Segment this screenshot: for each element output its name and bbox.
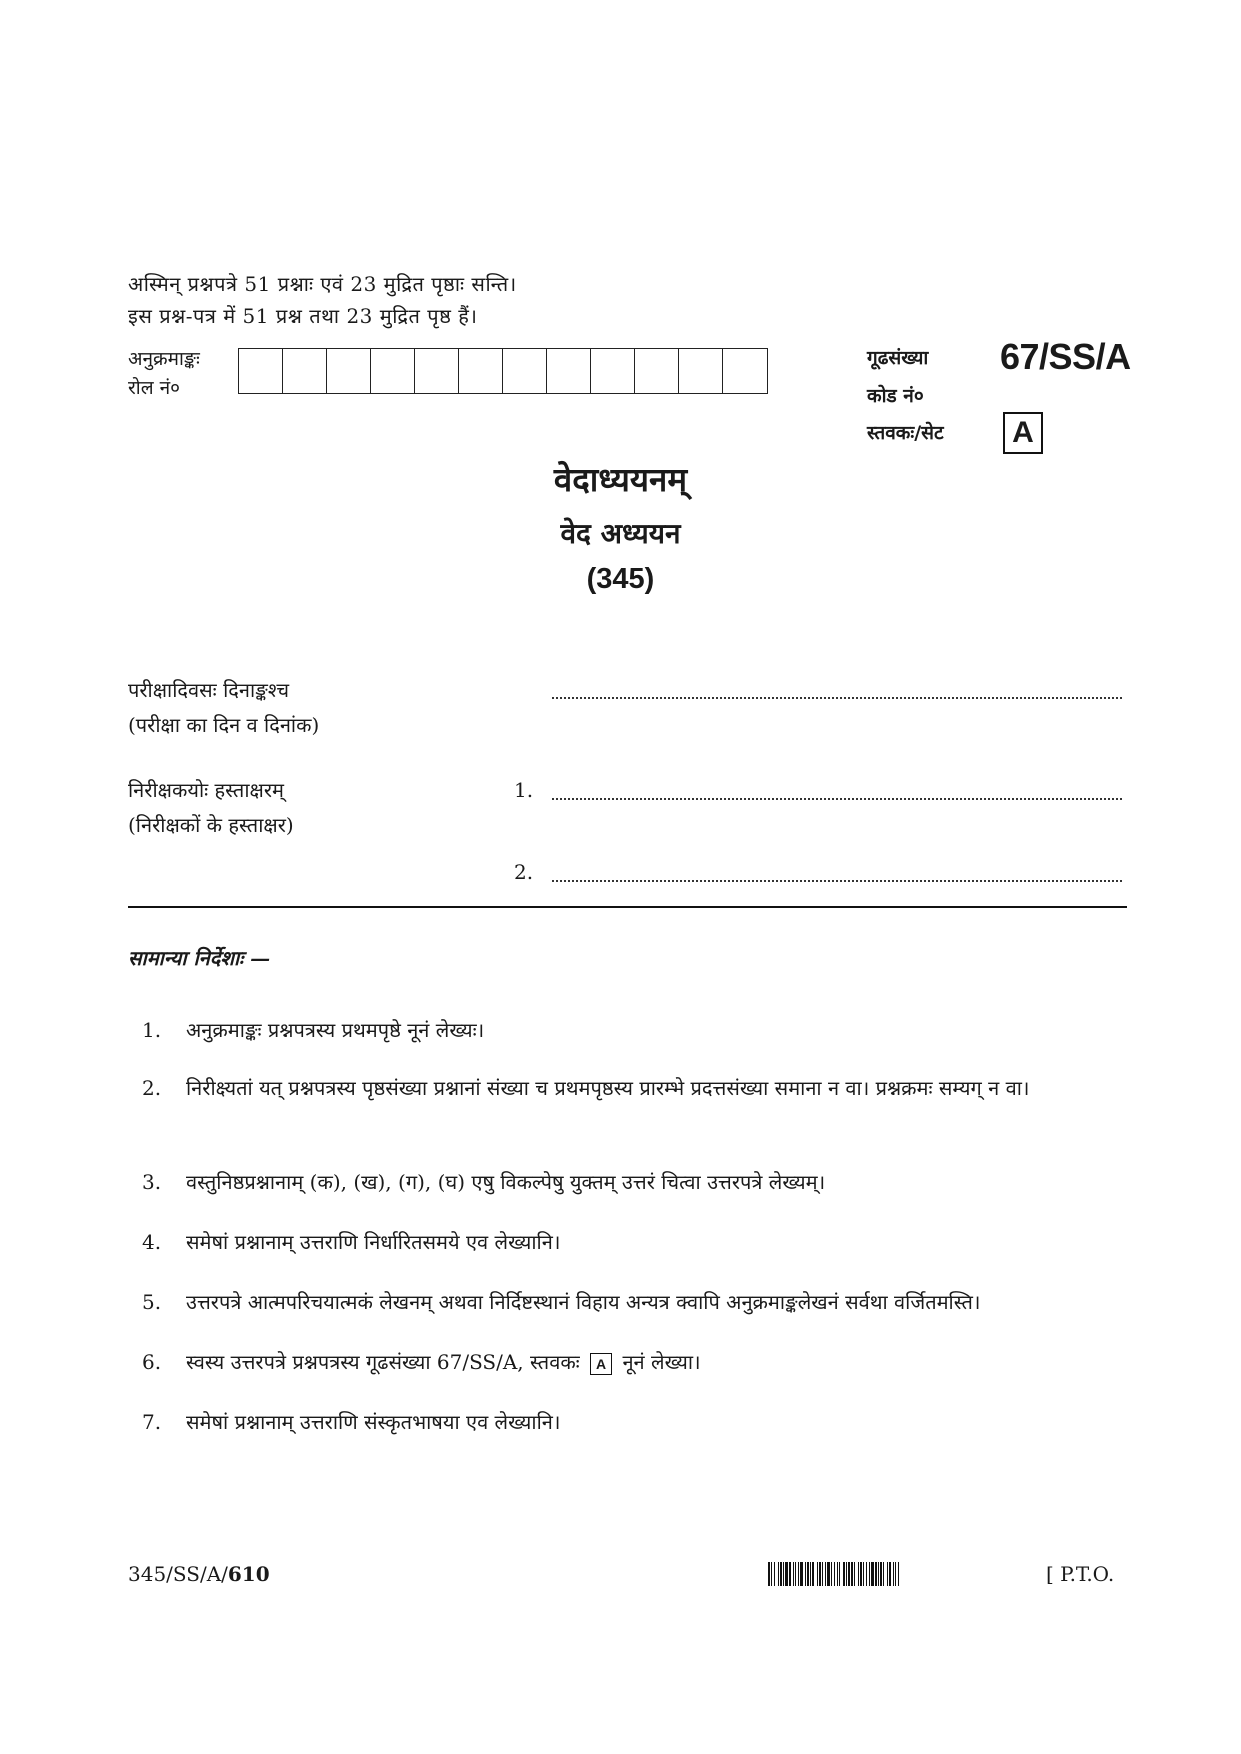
barcode-bar [851,1562,853,1586]
barcode-bar [839,1562,840,1586]
roll-digit-box[interactable] [415,349,459,393]
roll-digit-box[interactable] [635,349,679,393]
roll-digit-box[interactable] [679,349,723,393]
barcode-bar [860,1562,862,1586]
barcode-bar [827,1562,830,1586]
instruction-item [142,1012,1122,1048]
roll-number-boxes[interactable] [238,348,768,394]
barcode-bar [875,1562,877,1586]
barcode-bar [834,1562,835,1586]
barcode-bar [837,1562,838,1586]
barcode-bar [848,1562,850,1586]
invigilator-label-sanskrit: निरीक्षकयोः हस्ताक्षरम् [128,778,284,802]
barcode-bar [771,1562,772,1586]
instructions-heading: सामान्या निर्देशाः — [128,946,271,970]
instruction-text: समेषां प्रश्नानाम् उत्तराणि संस्कृतभाषया एव लेख्यानि। [186,1410,561,1434]
barcode-bar [793,1562,794,1586]
instruction-number: 6. [142,1350,162,1374]
barcode-bar [768,1562,770,1586]
question-count-hindi: इस प्रश्न-पत्र में 51 प्रश्न तथा 23 मुद्रित पृष्ठ हैं। [128,304,478,328]
barcode-bar [798,1562,799,1586]
barcode-bar [858,1562,859,1586]
barcode-bar [889,1562,891,1586]
barcode-bar [895,1562,896,1586]
instruction-item [142,1404,1122,1440]
barcode [768,1562,1040,1586]
barcode-bar [795,1562,796,1586]
barcode-bar [812,1562,814,1586]
roll-digit-box[interactable] [371,349,415,393]
instruction-text: अनुक्रमाङ्कः प्रश्नपत्रस्य प्रथमपृष्ठे नूनं लेख्यः। [186,1018,485,1042]
barcode-bar [825,1562,826,1586]
instruction-number: 5. [142,1290,162,1314]
exam-date-field[interactable] [552,697,1122,699]
instruction-text: निरीक्ष्यतां यत् प्रश्नपत्रस्य पृष्ठसंख्या प्रश्नानां संख्या च प्रथमपृष्ठस्य प्रारम्भे प्रदत्तसंख्या समाना न वा। प्रश्नक्रमः सम्यग् न वा। [186,1076,1030,1100]
instruction-item [142,1070,1122,1106]
footer-code-bold: 610 [227,1562,270,1586]
roll-digit-box[interactable] [591,349,635,393]
instruction-text [186,1344,1122,1380]
instruction-text: वस्तुनिष्ठप्रश्नानाम् (क), (ख), (ग), (घ) एषु विकल्पेषु युक्तम् उत्तरं चित्वा उत्तरपत्रे लेख्यम्। [186,1170,826,1194]
exam-date-label-hindi: (परीक्षा का दिन व दिनांक) [128,713,320,737]
barcode-bar [854,1562,855,1586]
barcode-bar [807,1562,809,1586]
subject-code: (345) [586,563,655,595]
roll-label-sanskrit: अनुक्रमाङ्कः [128,348,200,370]
barcode-bar [822,1562,823,1586]
invigilator-label-hindi: (निरीक्षकों के हस्ताक्षर) [128,813,294,837]
barcode-bar [800,1562,803,1586]
barcode-bar [869,1562,870,1586]
barcode-bar [810,1562,811,1586]
barcode-bar [878,1562,879,1586]
set-mini-box: A [590,1353,612,1375]
barcode-bar [774,1562,775,1586]
barcode-bar [785,1562,788,1586]
barcode-bar [898,1562,899,1586]
question-count-sanskrit: अस्मिन् प्रश्नपत्रे 51 प्रश्नाः एवं 23 मुद्रित पृष्ठाः सन्ति। [128,272,517,296]
code-label-sanskrit: गूढसंख्या [867,347,929,369]
signature-number-1: 1. [514,778,534,802]
barcode-bar [819,1562,821,1586]
instruction-number: 1. [142,1018,162,1042]
instruction-item [142,1284,1122,1320]
exam-date-label-sanskrit: परीक्षादिवसः दिनाङ्कश्च [128,678,290,702]
barcode-bar [863,1562,864,1586]
barcode-bar [783,1562,784,1586]
subject-title-sanskrit: वेदाध्ययनम् [553,460,688,499]
instruction-item [142,1224,1122,1260]
set-label: स्तवकः/सेट [867,422,944,444]
barcode-bar [866,1562,867,1586]
signature-number-2: 2. [514,860,534,884]
roll-digit-box[interactable] [283,349,327,393]
instruction-text: उत्तरपत्रे आत्मपरिचयात्मकं लेखनम् अथवा निर्दिष्टस्थानं विहाय अन्यत्र क्वापि अनुक्रमाङ्कलेखनं सर्वथा वर्जितमस्ति। [186,1290,981,1314]
footer-paper-code [128,1562,270,1586]
barcode-bar [880,1562,882,1586]
roll-digit-box[interactable] [723,349,767,393]
instruction-number: 4. [142,1230,162,1254]
roll-digit-box[interactable] [327,349,371,393]
footer-code-prefix: 345/SS/A/ [128,1562,228,1586]
barcode-bar [780,1562,782,1586]
barcode-bar [789,1562,791,1586]
barcode-bar [778,1562,779,1586]
barcode-bar [843,1562,845,1586]
instruction-number: 2. [142,1076,162,1100]
barcode-bar [846,1562,847,1586]
barcode-bar [893,1562,894,1586]
divider [128,906,1127,908]
instruction-text: समेषां प्रश्नानाम् उत्तराणि निर्धारितसमये एव लेख्यानि। [186,1230,561,1254]
roll-digit-box[interactable] [503,349,547,393]
signature-field-1[interactable] [552,798,1122,800]
instruction-text-before: स्वस्य उत्तरपत्रे प्रश्नपत्रस्य गूढसंख्या 67/SS/A, स्तवकः [186,1350,580,1374]
barcode-bar [805,1562,806,1586]
roll-digit-box[interactable] [547,349,591,393]
pto-label: [ P.T.O. [1046,1562,1115,1586]
barcode-bar [817,1562,818,1586]
paper-code: 67/SS/A [1000,336,1131,377]
instruction-number: 3. [142,1170,162,1194]
code-label-hindi: कोड नं० [867,385,924,407]
barcode-bar [871,1562,874,1586]
signature-field-2[interactable] [552,880,1122,882]
instruction-item [142,1344,1122,1380]
set-box: A [1003,412,1043,454]
roll-digit-box[interactable] [239,349,283,393]
barcode-bar [883,1562,884,1586]
barcode-bar [831,1562,832,1586]
barcode-bar [887,1562,888,1586]
roll-label-hindi: रोल नं० [128,377,181,399]
subject-title-hindi: वेद अध्ययन [560,517,681,550]
roll-digit-box[interactable] [459,349,503,393]
instruction-number: 7. [142,1410,162,1434]
instruction-text-after: नूनं लेख्या। [622,1350,701,1374]
instruction-item [142,1164,1122,1200]
